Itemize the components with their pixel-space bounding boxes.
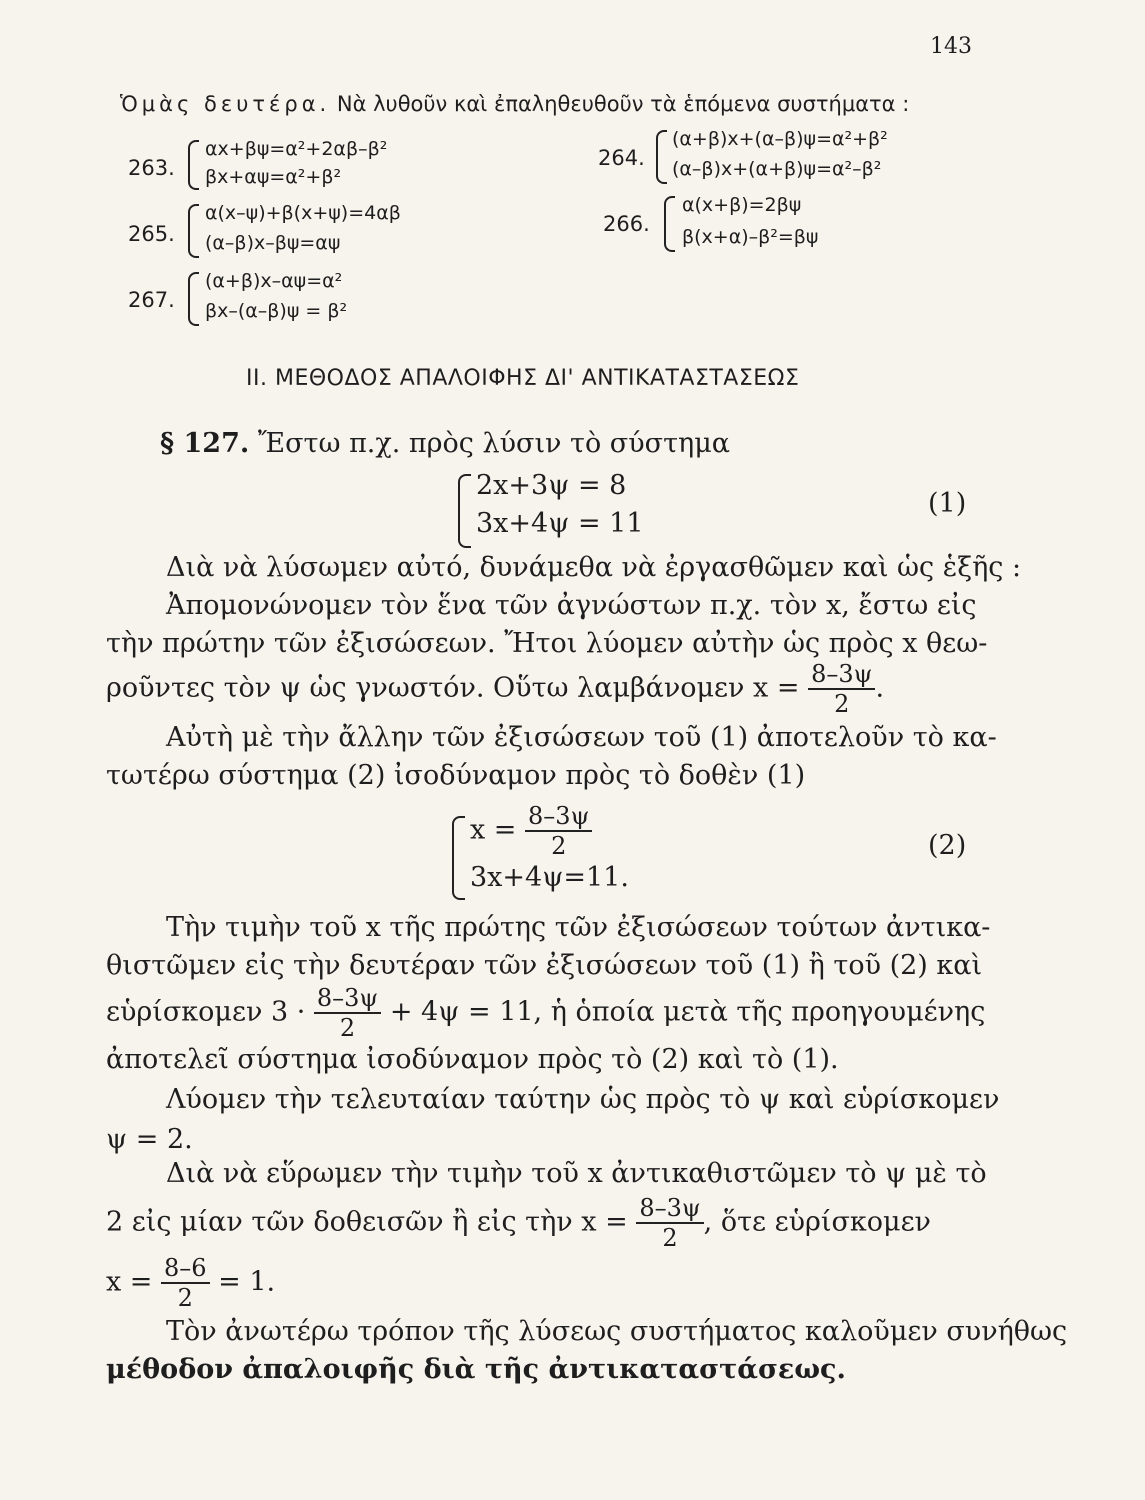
exercise-266-eq2: β(x+α)–β²=βψ xyxy=(682,226,819,248)
exercise-264-eq1: (α+β)x+(α–β)ψ=α²+β² xyxy=(672,128,888,150)
text4-line1: Λύομεν τὴν τελευταίαν ταύτην ὡς πρὸς τὸ ψ καὶ εὑρίσκομεν xyxy=(166,1084,1000,1115)
system-2-lhs: x = xyxy=(470,814,517,846)
text4-line2: ψ = 2. xyxy=(106,1124,193,1155)
exercise-265-eq2: (α–β)x–βψ=αψ xyxy=(205,232,341,254)
text3-line3 xyxy=(106,986,985,1040)
page-number: 143 xyxy=(930,34,972,59)
text1-line4-text: ροῦντες τὸν ψ ὡς γνωστόν. Οὕτω λαμβάνομεν x = xyxy=(106,672,800,704)
exercise-265-number: 265. xyxy=(128,222,175,246)
text5-fraction xyxy=(636,1196,703,1250)
exercise-267-number: 267. xyxy=(128,288,175,312)
text5-line2 xyxy=(106,1196,931,1250)
text3-fraction xyxy=(314,986,381,1040)
text5-line2-start: 2 εἰς μίαν τῶν δοθεισῶν ἢ εἰς τὴν x = xyxy=(106,1206,628,1238)
exercise-263-eq2: βx+αψ=α²+β² xyxy=(205,166,342,188)
text5-fraction2 xyxy=(161,1256,210,1310)
exercise-266-number: 266. xyxy=(603,212,650,236)
text5-fraction2-denominator: 2 xyxy=(177,1284,193,1312)
system-1-label: (1) xyxy=(928,488,967,519)
text5-fraction-denominator: 2 xyxy=(662,1224,678,1252)
text6-line1: Τὸν ἀνωτέρω τρόπον τῆς λύσεως συστήματος καλοῦμεν συνήθως xyxy=(166,1316,1068,1347)
system-2-label: (2) xyxy=(928,830,967,861)
text5-line3-start: x = xyxy=(106,1266,153,1298)
system-2-brace xyxy=(452,816,465,900)
text3-line1: Τὴν τιμὴν τοῦ x τῆς πρώτης τῶν ἐξισώσεων τούτων ἀντικα- xyxy=(166,912,991,943)
exercise-267-brace xyxy=(188,272,199,326)
exercise-264-eq2: (α–β)x+(α+β)ψ=α²–β² xyxy=(672,158,882,180)
exercise-263-eq1: αx+βψ=α²+2αβ–β² xyxy=(205,138,388,160)
text5-line3-end: = 1. xyxy=(218,1266,276,1298)
text5-line2-end: , ὅτε εὑρίσκομεν xyxy=(703,1206,931,1238)
section-title: II. ΜΕΘΟΔΟΣ ΑΠΑΛΟΙΦΗΣ ΔΙ' ΑΝΤΙΚΑΤΑΣΤΑΣΕΩΣ xyxy=(246,366,800,391)
system-1-brace xyxy=(458,474,471,548)
exercise-266-brace xyxy=(664,196,675,252)
exercise-264-number: 264. xyxy=(598,146,645,170)
exercise-263-number: 263. xyxy=(128,156,175,180)
system-2-fraction-numerator: 8–3ψ xyxy=(525,804,592,832)
text2-line2: τωτέρω σύστημα (2) ἰσοδύναμον πρὸς τὸ δοθὲν (1) xyxy=(106,760,806,791)
group-heading-label: Ὁμὰς δευτέρα. xyxy=(120,92,331,116)
text1-line4 xyxy=(106,662,884,716)
system-1-eq1: 2x+3ψ = 8 xyxy=(476,470,627,501)
text2-line1: Αὐτὴ μὲ τὴν ἄλλην τῶν ἐξισώσεων τοῦ (1) ἀποτελοῦν τὸ κα- xyxy=(166,722,997,753)
text3-fraction-numerator: 8–3ψ xyxy=(314,986,381,1014)
text3-line2: θιστῶμεν εἰς τὴν δευτέραν τῶν ἐξισώσεων τοῦ (1) ἢ τοῦ (2) καὶ xyxy=(106,950,983,981)
text3-line3-end: + 4ψ = 11, ἡ ὁποία μετὰ τῆς προηγουμένης xyxy=(389,996,986,1028)
system-2-eq1 xyxy=(470,804,592,858)
exercise-263-brace xyxy=(188,140,199,190)
system-2-eq2: 3x+4ψ=11. xyxy=(470,862,629,893)
text5-line3 xyxy=(106,1256,275,1310)
exercise-266-eq1: α(x+β)=2βψ xyxy=(682,194,802,216)
group-heading xyxy=(120,92,909,116)
text3-fraction-denominator: 2 xyxy=(339,1014,356,1042)
exercise-264-brace xyxy=(656,130,667,184)
text1-line2: Ἀπομονώνομεν τὸν ἕνα τῶν ἀγνώστων π.χ. τὸν x, ἔστω εἰς xyxy=(166,590,977,621)
text1-fraction-denominator: 2 xyxy=(834,690,850,718)
text1-line1: Διὰ νὰ λύσωμεν αὐτό, δυνάμεθα νὰ ἐργασθῶμεν καὶ ὡς ἑξῆς : xyxy=(166,552,1022,583)
system-1-eq2: 3x+4ψ = 11 xyxy=(476,508,644,539)
paragraph-127-number: § 127. xyxy=(160,428,250,459)
paragraph-127-text: Ἔστω π.χ. πρὸς λύσιν τὸ σύστημα xyxy=(257,428,730,459)
text1-line3: τὴν πρώτην τῶν ἐξισώσεων. Ἤτοι λύομεν αὐτὴν ὡς πρὸς x θεω- xyxy=(106,628,988,659)
exercise-265-brace xyxy=(188,204,199,258)
exercise-267-eq2: βx–(α–β)ψ = β² xyxy=(205,300,348,322)
paragraph-127 xyxy=(160,428,730,459)
text6-line2: μέθοδον ἀπαλοιφῆς διὰ τῆς ἀντικαταστάσεως. xyxy=(106,1354,846,1385)
exercise-267-eq1: (α+β)x–αψ=α² xyxy=(205,270,343,292)
text5-fraction-numerator: 8–3ψ xyxy=(636,1196,703,1224)
text1-fraction-numerator: 8–3ψ xyxy=(808,662,875,690)
group-heading-text: Νὰ λυθοῦν καὶ ἐπαληθευθοῦν τὰ ἑπόμενα συστήματα : xyxy=(336,92,910,116)
exercise-265-eq1: α(x–ψ)+β(x+ψ)=4αβ xyxy=(205,202,401,224)
system-2-fraction xyxy=(525,804,592,858)
text3-line3-start: εὑρίσκομεν 3 · xyxy=(106,996,306,1028)
text3-line4: ἀποτελεῖ σύστημα ἰσοδύναμον πρὸς τὸ (2) καὶ τὸ (1). xyxy=(106,1044,839,1075)
text5-fraction2-numerator: 8–6 xyxy=(161,1256,210,1284)
text1-line4-end: . xyxy=(875,672,885,704)
text1-fraction xyxy=(808,662,875,716)
system-2-fraction-denominator: 2 xyxy=(551,832,567,860)
text5-line1: Διὰ νὰ εὕρωμεν τὴν τιμὴν τοῦ x ἀντικαθιστῶμεν τὸ ψ μὲ τὸ xyxy=(166,1158,987,1189)
